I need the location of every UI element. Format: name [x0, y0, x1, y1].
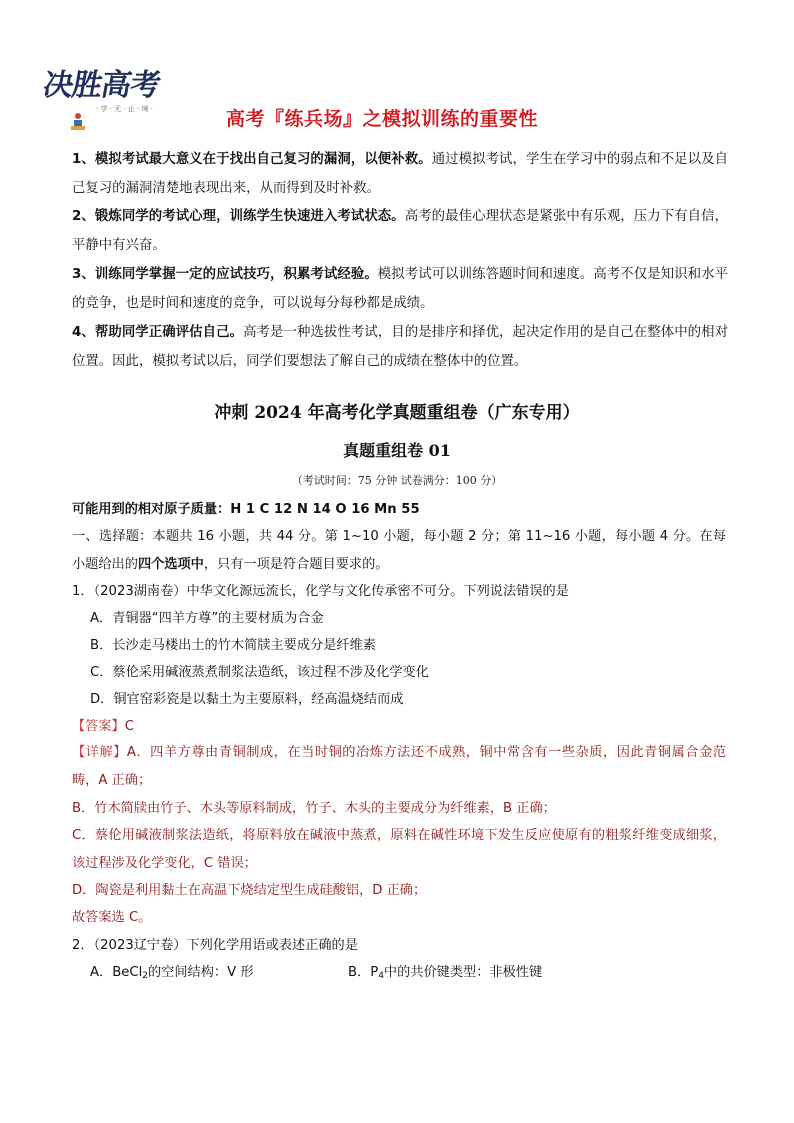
q2-b-sub: 4	[378, 971, 384, 981]
q1-option-a: A．青铜器“四羊方尊”的主要材质为合金	[90, 611, 324, 626]
section-instructions	[72, 523, 726, 578]
q2-a-pre: A．BeCl	[90, 965, 143, 980]
q2-a-sub: 2	[142, 971, 148, 981]
logo-subtitle: · 学 · 无 · 止 · 境 ·	[96, 105, 153, 113]
q1-answer	[72, 717, 134, 737]
atomic-mass-line	[72, 500, 420, 520]
atomic-mass-label: 可能用到的相对原子质量：	[72, 502, 231, 517]
intro-3-text: 模拟考试可以训练答题时间和速度。高考不仅是知识和水平的竞争，也是时间和速度的竞争，可以说每分每秒都是成绩。	[72, 267, 728, 311]
section-bold: 四个选项中	[137, 556, 204, 572]
detail-label: 【详解】	[72, 745, 127, 760]
q1-detail-b: B．竹木简牍由竹子、木头等原料制成，竹子、木头的主要成分为纤维素，B 正确；	[72, 801, 556, 816]
banner-title: 高考『练兵场』之模拟训练的重要性	[226, 108, 539, 130]
q1-conclusion: 故答案选 C。	[72, 910, 152, 925]
q2-stem: 2．（2023辽宁卷）下列化学用语或表述正确的是	[72, 938, 358, 953]
q1-stem: 1．（2023湖南卷）中华文化源远流长，化学与文化传承密不可分。下列说法错误的是	[72, 584, 569, 599]
q2-a-post: 的空间结构：V 形	[147, 965, 254, 980]
intro-1-text: 通过模拟考试，学生在学习中的弱点和不足以及自己复习的漏洞清楚地表现出来，从而得到及时补救。	[72, 152, 728, 196]
intro-2-bold: 2、锻炼同学的考试心理，训练学生快速进入考试状态。	[72, 209, 405, 224]
intro-3-bold: 3、训练同学掌握一定的应试技巧，积累考试经验。	[72, 267, 378, 282]
exam-title: 冲刺 2024 年高考化学真题重组卷（广东专用）	[214, 403, 580, 423]
answer-value: C	[124, 719, 134, 734]
q2-b-post: 中的共价键类型：非极性键	[383, 965, 543, 980]
intro-2-text: 高考的最佳心理状态是紧张中有乐观，压力下有自信，平静中有兴奋。	[72, 209, 728, 253]
logo-text: 决胜高考	[40, 68, 163, 103]
exam-subtitle: 真题重组卷 01	[343, 441, 451, 460]
section-suffix: ，只有一项是符合题目要求的。	[203, 556, 389, 572]
intro-4-text: 高考是一种选拔性考试，目的是排序和择优，起决定作用的是自己在整体中的相对位置。因此，模拟考试以后，同学们要想法了解自己的成绩在整体中的位置。	[72, 325, 728, 369]
detail-a-text: A．四羊方尊由青铜制成，在当时铜的冶炼方法还不成熟，铜中常含有一些杂质，因此青铜属合金范畴，A 正确；	[72, 745, 726, 788]
q1-option-d: D．铜官窑彩瓷是以黏土为主要原料，经高温烧结而成	[90, 692, 404, 707]
intro-1-bold: 1、模拟考试最大意义在于找出自己复习的漏洞，以便补救。	[72, 152, 432, 167]
student-reading-icon	[70, 112, 86, 132]
q1-detail-a	[72, 739, 726, 794]
q2-option-a	[90, 963, 254, 986]
brand-logo	[38, 58, 172, 136]
q2-b-pre: B．P	[348, 965, 379, 980]
atomic-mass-values: H 1 C 12 N 14 O 16 Mn 55	[230, 502, 420, 517]
q1-option-b: B．长沙走马楼出土的竹木简牍主要成分是纤维素	[90, 638, 376, 653]
exam-note: （考试时间：75 分钟 试卷满分：100 分）	[291, 474, 503, 487]
q1-option-c: C．蔡伦采用碱液蒸煮制浆法造纸，该过程不涉及化学变化	[90, 665, 429, 680]
intro-paragraph-4	[72, 319, 728, 376]
q2-option-b	[348, 963, 542, 986]
q1-detail-c: C．蔡伦用碱液制浆法造纸，将原料放在碱液中蒸煮，原料在碱性环境下发生反应使原有的粗浆纤维变成细浆，该过程涉及化学变化，C 错误；	[72, 828, 726, 871]
q1-detail-d: D．陶瓷是利用黏土在高温下烧结定型生成硅酸铝，D 正确；	[72, 883, 427, 898]
intro-paragraph-3	[72, 261, 728, 318]
intro-4-bold: 4、帮助同学正确评估自己。	[72, 325, 244, 340]
answer-label: 【答案】	[72, 719, 125, 734]
intro-paragraph-2	[72, 203, 728, 260]
section-prefix: 一、选择题：本题共 16 小题，共 44 分。第 1~10 小题，每小题 2 分；第 11~16 小题，每小题 4 分。在每小题给出的	[72, 529, 726, 572]
intro-paragraph-1	[72, 146, 728, 203]
